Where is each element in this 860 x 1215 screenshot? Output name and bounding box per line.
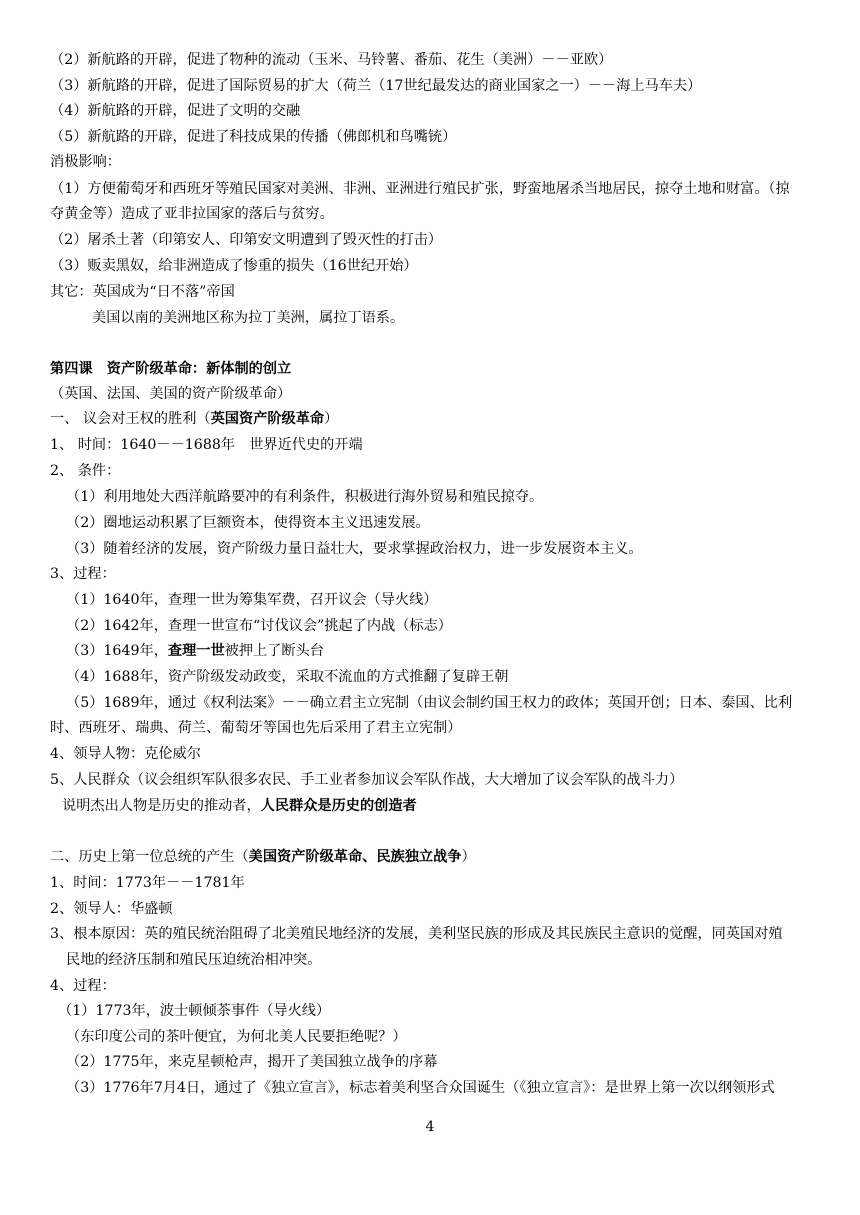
text-line: （3）1776年7月4日，通过了《独立宣言》，标志着美利坚合众国诞生（《独立宣言》：是世界上第一次以纲领形式 [66, 1080, 775, 1096]
text-line: （1）1773年，波士顿倾茶事件（导火线） [58, 1003, 331, 1019]
text-line: （4）1688年，资产阶级发动政变，采取不流血的方式推翻了复辟王朝 [66, 669, 509, 685]
text-line: （5）新航路的开辟，促进了科技成果的传播（佛郎机和鸟嘴铳） [50, 129, 457, 145]
text-line: 其它：英国成为“日不落”帝国 [50, 284, 235, 300]
text-line: （2）屠杀土著（印第安人、印第安文明遭到了毁灭性的打击） [50, 232, 443, 248]
section-heading: 第四课 资产阶级革命：新体制的创立 [50, 361, 292, 377]
text-line: （3）1649年，查理一世被押上了断头台 [66, 643, 324, 659]
text-line: 说明杰出人物是历史的推动者，人民群众是历史的创造者 [62, 798, 417, 814]
text-line: 4、领导人物：克伦威尔 [50, 746, 201, 762]
text-line: （2）圈地运动积累了巨额资本，使得资本主义迅速发展。 [66, 515, 430, 531]
text-line: （英国、法国、美国的资产阶级革命） [50, 386, 292, 402]
text-line: 2、领导人：华盛顿 [50, 901, 173, 917]
text-line: 5、人民群众（议会组织军队很多农民、手工业者参加议会军队作战，大大增加了议会军队的战斗力） [50, 772, 684, 788]
text-line: （1）方便葡萄牙和西班牙等殖民国家对美洲、非洲、亚洲进行殖民扩张，野蛮地屠杀当地居民，掠夺土地和财富。（掠 [50, 181, 790, 197]
text-line: （3）贩卖黑奴，给非洲造成了惨重的损失（16世纪开始） [50, 258, 418, 274]
text-line: 消极影响： [50, 154, 121, 170]
text-line: （1）1640年，查理一世为筹集军费，召开议会（导火线） [66, 592, 438, 608]
text-line: （3）新航路的开辟，促进了国际贸易的扩大（荷兰（17世纪最发达的商业国家之一）－－海上马车夫） [50, 78, 702, 94]
text-line: （3）随着经济的发展，资产阶级力量日益壮大，要求掌握政治权力，进一步发展资本主义。 [66, 541, 643, 557]
text-line: （5）1689年，通过《权利法案》－－确立君主立宪制（由议会制约国王权力的政体；英国开创；日本、泰国、比利 [66, 695, 793, 711]
text-line: （东印度公司的茶叶便宜，为何北美人民要拒绝呢？） [66, 1029, 407, 1045]
text-line: 美国以南的美洲地区称为拉丁美洲，属拉丁语系。 [92, 310, 405, 326]
text-line: 一、 议会对王权的胜利（英国资产阶级革命） [50, 411, 339, 427]
text-line: 2、 条件： [50, 463, 121, 479]
text-line: 1、 时间：1640－－1688年 世界近代史的开端 [50, 437, 363, 453]
text-line: 民地的经济压制和殖民压迫统治相冲突。 [66, 952, 322, 968]
text-line: 时、西班牙、瑞典、荷兰、葡萄牙等国也先后采用了君主立宪制） [50, 720, 462, 736]
text-line: （1）利用地处大西洋航路要冲的有利条件，积极进行海外贸易和殖民掠夺。 [66, 489, 544, 505]
text-line: 夺黄金等）造成了亚非拉国家的落后与贫穷。 [50, 206, 334, 222]
text-line: （2）1775年，来克星顿枪声，揭开了美国独立战争的序幕 [66, 1054, 438, 1070]
text-line: 3、根本原因：英的殖民统治阻碍了北美殖民地经济的发展，美利坚民族的形成及其民族民主意识的觉醒，同英国对殖 [50, 926, 783, 942]
text-line: （4）新航路的开辟，促进了文明的交融 [50, 103, 301, 119]
text-line: 1、时间：1773年－－1781年 [50, 875, 245, 891]
text-line: （2）新航路的开辟，促进了物种的流动（玉米、马铃薯、番茄、花生（美洲）－－亚欧） [50, 52, 613, 68]
text-line: 3、过程： [50, 566, 116, 582]
page-number: 4 [425, 1119, 435, 1135]
text-line: 4、过程： [50, 978, 116, 994]
text-line: 二、历史上第一位总统的产生（美国资产阶级革命、民族独立战争） [50, 849, 476, 865]
text-line: （2）1642年，查理一世宣布“讨伐议会”挑起了内战（标志） [66, 618, 452, 634]
